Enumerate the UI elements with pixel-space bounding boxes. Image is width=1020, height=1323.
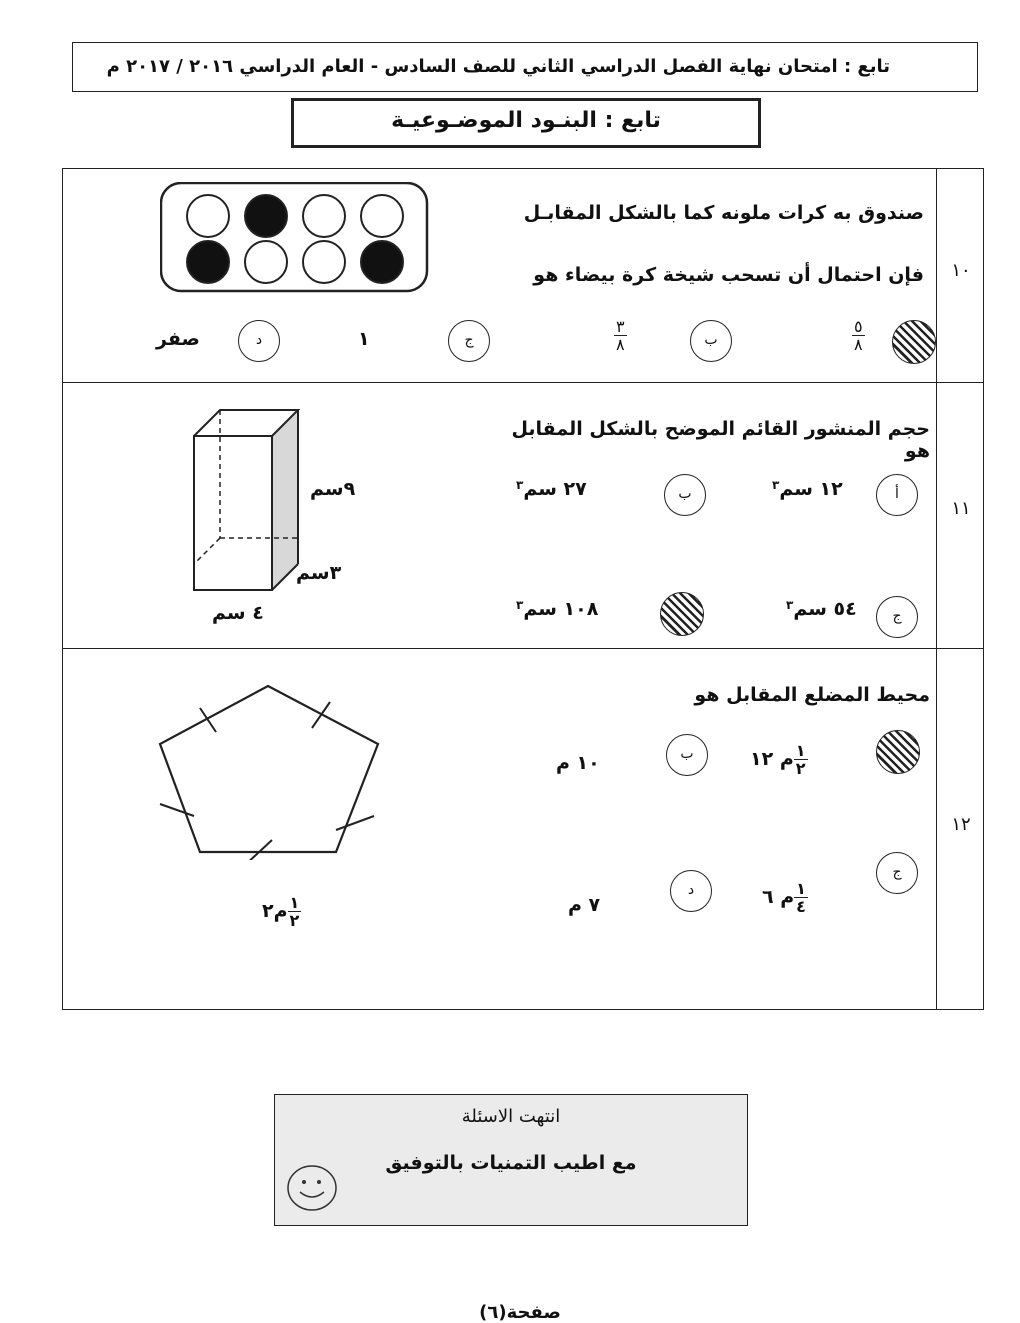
q10-opt-b-numerator: ٣ (616, 317, 625, 336)
q11-option-a-label[interactable]: أ (876, 474, 918, 516)
prism-shaded-side (272, 410, 298, 590)
q12-option-a-selected-marker[interactable] (876, 730, 920, 774)
q12-option-d-value: ٧ م (568, 894, 601, 916)
black-ball (245, 195, 287, 237)
tick-mark-3 (336, 816, 374, 830)
question-number-12: ١٢ (951, 814, 971, 835)
q11-opt-d-exponent: ٣ (516, 598, 524, 612)
q11-opt-c-exponent: ٣ (786, 598, 794, 612)
smiley-face-icon (286, 1164, 338, 1212)
q11-opt-c-text: ٥٤ سم (793, 598, 857, 620)
question-number-10: ١٠ (951, 260, 971, 281)
q11-option-a-value (772, 478, 843, 500)
white-ball (245, 241, 287, 283)
q10-option-a-selected-marker[interactable] (892, 320, 936, 364)
q10-option-b-value (614, 318, 627, 353)
side-whole: ٢ (262, 900, 274, 922)
q10-option-c-value: ١ (358, 328, 370, 350)
page-number: صفحة(٦) (479, 1302, 561, 1323)
q11-option-c-value (786, 598, 857, 620)
q12-option-c-label[interactable]: ج (876, 852, 918, 894)
q12-opt-a-numerator: ١ (795, 741, 806, 760)
q12-opt-c-unit: م (780, 886, 795, 908)
side-unit: م (273, 900, 288, 922)
prism-hidden-depth-edge (194, 538, 220, 564)
q12-option-a-value (750, 742, 808, 777)
black-ball (187, 241, 229, 283)
exam-header-title: تابع : امتحان نهاية الفصل الدراسي الثاني للصف السادس - العام الدراسي ٢٠١٦ / ٢٠١٧ م (106, 56, 890, 77)
q10-option-c-label[interactable]: ج (448, 320, 490, 362)
q11-text: حجم المنشور القائم الموضح بالشكل المقابل هو (511, 418, 930, 462)
row-divider-2 (62, 648, 984, 649)
q11-opt-b-exponent: ٣ (516, 478, 524, 492)
section-title: تابع : البنـود الموضـوعيـة (391, 108, 661, 133)
side-numerator: ١ (289, 893, 300, 912)
pentagon-figure (150, 680, 390, 860)
number-column-divider (936, 168, 937, 1010)
q10-option-b-label[interactable]: ب (690, 320, 732, 362)
q12-option-c-value (762, 880, 808, 915)
white-ball (361, 195, 403, 237)
prism-height-label: ٩سم (310, 478, 356, 500)
q12-text: محيط المضلع المقابل هو (694, 684, 930, 706)
end-of-questions-text: انتهت الاسئلة (461, 1106, 561, 1127)
prism-width-label: ٤ سم (212, 602, 264, 624)
q11-option-b-value (516, 478, 587, 500)
white-ball (303, 195, 345, 237)
tick-mark-4 (244, 840, 272, 860)
row-divider-1 (62, 382, 984, 383)
tick-mark-2 (312, 702, 330, 728)
q11-opt-d-text: ١٠٨ سم (523, 598, 599, 620)
q11-option-d-value (516, 598, 598, 620)
side-denominator: ٢ (289, 911, 300, 930)
q12-opt-c-numerator: ١ (796, 879, 806, 898)
tick-mark-5 (160, 804, 194, 816)
pentagon-side-label (262, 894, 301, 929)
q12-option-b-label[interactable]: ب (666, 734, 708, 776)
q12-opt-c-whole: ٦ (762, 886, 774, 908)
q10-opt-a-numerator: ٥ (854, 317, 863, 336)
q10-option-a-value (852, 318, 865, 353)
q11-opt-a-exponent: ٣ (772, 478, 780, 492)
q10-text-line2: فإن احتمال أن تسحب شيخة كرة بيضاء هو (533, 264, 924, 286)
white-ball (303, 241, 345, 283)
q10-option-d-label[interactable]: د (238, 320, 280, 362)
q10-opt-a-denominator: ٨ (854, 335, 863, 354)
question-number-11: ١١ (951, 498, 971, 519)
q12-opt-a-whole: ١٢ (750, 748, 774, 770)
q11-option-c-label[interactable]: ج (876, 596, 918, 638)
prism-depth-label: ٣سم (296, 562, 342, 584)
prism-front-face (194, 436, 272, 590)
black-ball (361, 241, 403, 283)
q12-option-b-value: ١٠ م (556, 752, 600, 774)
q12-opt-a-denominator: ٢ (795, 759, 806, 778)
q12-opt-a-unit: م (779, 748, 794, 770)
q11-opt-b-text: ٢٧ سم (523, 478, 587, 500)
q10-option-d-value: صفر (156, 328, 200, 350)
good-luck-text: مع اطيب التمنيات بالتوفيق (385, 1152, 637, 1174)
q11-opt-a-text: ١٢ سم (779, 478, 843, 500)
q11-option-d-selected-marker[interactable] (660, 592, 704, 636)
ball-box-figure (160, 182, 430, 294)
q12-option-d-label[interactable]: د (670, 870, 712, 912)
q12-opt-c-denominator: ٤ (796, 897, 806, 916)
white-ball (187, 195, 229, 237)
q11-option-b-label[interactable]: ب (664, 474, 706, 516)
q10-text-line1: صندوق به كرات ملونه كما بالشكل المقابـل (523, 202, 924, 224)
q10-opt-b-denominator: ٨ (616, 335, 625, 354)
